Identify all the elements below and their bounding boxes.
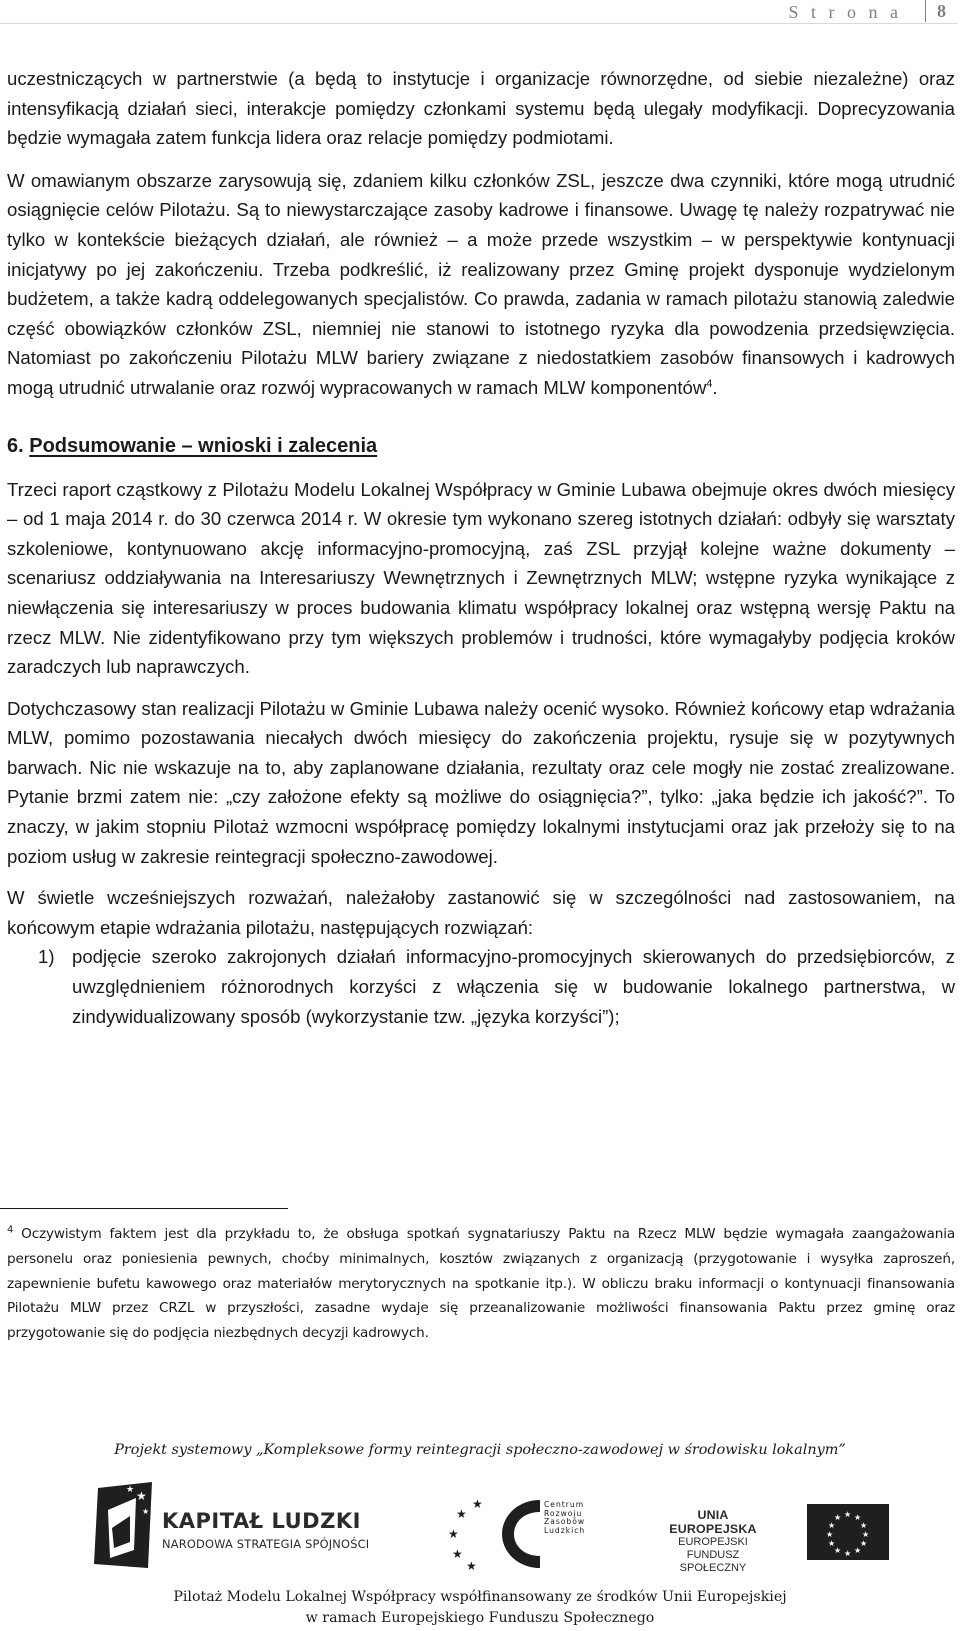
svg-text:★: ★	[834, 1546, 842, 1555]
funding-statement	[0, 1587, 960, 1629]
svg-text:★: ★	[860, 1521, 868, 1530]
section-heading	[7, 431, 955, 461]
paragraph-1: uczestniczących w partnerstwie (a będą to instytucje i organizacje równorzędne, od siebie niezależne) oraz intensyfikacją działań sieci, interakcje pomiędzy członkami systemu będą ulegały modyfikacji. Doprecyzowania będzie wymagała zatem funkcja lidera oraz relacje pomiędzy podmiotami.	[7, 68, 955, 149]
paragraph-2-end: .	[712, 376, 718, 398]
recommendation-list	[7, 942, 955, 1031]
svg-text:★: ★	[844, 1549, 852, 1558]
page-label: S t r o n a	[788, 2, 902, 22]
funding-line-1: Pilotaż Modelu Lokalnej Współpracy współfinansowany ze środków Unii Europejskiej	[173, 1589, 787, 1605]
list-item-number: 1)	[38, 946, 55, 968]
paragraph-2-text: W omawianym obszarze zarysowują się, zdaniem kilku członków ZSL, jeszcze dwa czynniki, które mogą utrudnić osiągnięcie celów Pilotażu. Są to niewystarczające zasoby kadrowe i finansowe. Uwagę tę należy rozpatrywać nie tylko w kontekście bieżących działań, ale również – a może przede wszystkim – w perspektywie kontynuacji inicjatywy po jej zakończeniu. Trzeba podkreślić, iż realizowany przez Gminę projekt dysponuje wydzielonym budżetem, a także kadrą oddelegowanych specjalistów. Co prawda, zadania w ramach pilotażu stanowią zaledwie część obowiązków członków ZSL, niemniej nie stanowi to istotnego ryzyka dla powodzenia przedsięwzięcia. Natomiast po zakończeniu Pilotażu MLW bariery związane z niedostatkiem zasobów finansowych i kadrowych mogą utrudnić utrwalanie oraz rozwój wypracowanych w ramach MLW komponentów	[7, 169, 955, 398]
svg-text:★: ★	[136, 1489, 147, 1503]
list-item-text: podjęcie szeroko zakrojonych działań informacyjno-promocyjnych skierowanych do przedsiębiorców, z uwzględnieniem różnorodnych korzyści z włączenia się w budowanie lokalnego partnerstwa, w zindywidualizowany sposób (wykorzystanie tzw. „języka korzyści”);	[72, 946, 955, 1027]
svg-text:★: ★	[466, 1559, 477, 1572]
funding-line-2: w ramach Europejskiego Funduszu Społecznego	[305, 1610, 655, 1626]
svg-text:★: ★	[828, 1521, 836, 1530]
svg-text:★: ★	[860, 1539, 868, 1548]
kapital-ludzki-subtitle: NARODOWA STRATEGIA SPÓJNOŚCI	[162, 1537, 370, 1551]
section-number: 6.	[7, 434, 30, 457]
svg-text:★: ★	[472, 1497, 483, 1511]
svg-text:★: ★	[834, 1513, 842, 1522]
svg-text:★: ★	[456, 1507, 467, 1521]
footnote-text: Oczywistym faktem jest dla przykładu to, że obsługa spotkań sygnatariuszy Paktu na Rzecz MLW będzie wymagała zaangażowania personelu oraz poniesienia pewnych, choćby minimalnych, kosztów związanych z organizacją (przygotowanie i wysyłka zaproszeń, zapewnienie bufetu kawowego oraz materiałów merytorycznych na spotkanie itp.). W obliczu braku informacji o kontynuacji finansowania Pilotażu MLW przez CRZL w przyszłości, zasadne wydaje się przeanalizowanie możliwości finansowania Paktu przez gminę oraz przygotowanie się do podjęcia niezbędnych decyzji kadrowych.	[7, 1226, 955, 1342]
svg-text:★: ★	[862, 1530, 870, 1539]
paragraph-2	[7, 166, 955, 403]
svg-text:★: ★	[452, 1547, 463, 1561]
crzl-line-2: Rozwoju	[544, 1508, 583, 1518]
svg-text:★: ★	[142, 1507, 150, 1516]
crzl-c-mark	[502, 1500, 540, 1568]
footnote-number: 4	[7, 1224, 14, 1236]
svg-text:★: ★	[854, 1546, 862, 1555]
kapital-ludzki-emblem	[94, 1482, 152, 1568]
header-rule	[0, 23, 958, 24]
list-item	[7, 942, 955, 1031]
svg-text:★: ★	[448, 1527, 459, 1541]
eu-fund-line-2: FUNDUSZ SPOŁECZNY	[679, 1549, 747, 1574]
paragraph-3: Trzeci raport cząstkowy z Pilotażu Modelu Lokalnej Współpracy w Gminie Lubawa obejmuje okres dwóch miesięcy – od 1 maja 2014 r. do 30 czerwca 2014 r. W okresie tym wykonano szereg istotnych działań: odbyły się warsztaty szkoleniowe, kontynuowano akcję informacyjno-promocyjną, zaś ZSL przyjął kolejne ważne dokumenty – scenariusz oddziaływania na Interesariuszy Wewnętrznych i Zewnętrznych MLW; wstępne ryzyka wynikające z niewłączenia się interesariuszy w proces budowania klimatu współpracy lokalnej oraz wstępną wersję Paktu na rzecz MLW. Nie zidentyfikowano przy tym większych problemów i trudności, które wymagałyby podjęcia kroków zaradczych lub naprawczych.	[7, 478, 955, 678]
section-title: Podsumowanie – wnioski i zalecenia	[29, 434, 378, 457]
crzl-stars	[448, 1497, 483, 1572]
svg-text:★: ★	[828, 1539, 836, 1548]
footnote-ref[interactable]: 4	[706, 377, 713, 390]
crzl-text	[544, 1501, 585, 1535]
svg-text:★: ★	[844, 1510, 852, 1519]
paragraph-4: Dotychczasowy stan realizacji Pilotażu w Gminie Lubawa należy ocenić wysoko. Również końcowy etap wdrażania MLW, pomimo pozostawania niecałych dwóch miesięcy do zakończenia projektu, rysuje się w pozytywnych barwach. Nic nie wskazuje na to, aby zaplanowane działania, rezultaty oraz cele mogły nie zostać zrealizowane. Pytanie brzmi zatem nie: „czy założone efekty są możliwe do osiągnięcia?”, tylko: „jaka będzie ich jakość?”. To znaczy, w jakim stopniu Pilotaż wzmocni współpracę pomiędzy lokalnymi instytucjami oraz jak przełoży się to na poziom usług w zakresie reintegracji społeczno-zawodowej.	[7, 697, 955, 867]
eu-fund-line-1: EUROPEJSKI	[678, 1536, 748, 1548]
header-divider	[925, 0, 926, 22]
crzl-line-3: Zasobów	[544, 1517, 586, 1527]
crzl-line-4: Ludzkich	[544, 1525, 586, 1535]
page-header	[0, 0, 960, 24]
eu-text	[655, 1508, 771, 1575]
crzl-line-1: Centrum	[544, 1500, 585, 1509]
kapital-ludzki-text	[162, 1509, 369, 1551]
kapital-ludzki-title: KAPITAŁ LUDZKI	[162, 1509, 361, 1533]
svg-text:★: ★	[826, 1530, 834, 1539]
document-body	[7, 64, 955, 1031]
project-caption: Projekt systemowy „Kompleksowe formy reintegracji społeczno-zawodowej w środowisku lokalnym”	[114, 1442, 846, 1458]
svg-text:★: ★	[854, 1513, 862, 1522]
footnote	[7, 1222, 955, 1346]
eu-title: UNIA EUROPEJSKA	[669, 1508, 757, 1536]
footnote-separator	[0, 1208, 288, 1209]
svg-text:★: ★	[126, 1485, 135, 1495]
page-number: 8	[937, 1, 946, 21]
paragraph-5: W świetle wcześniejszych rozważań, należałoby zastanowić się w szczególności nad zastosowaniem, na końcowym etapie wdrażania pilotażu, następujących rozwiązań:	[7, 887, 955, 938]
